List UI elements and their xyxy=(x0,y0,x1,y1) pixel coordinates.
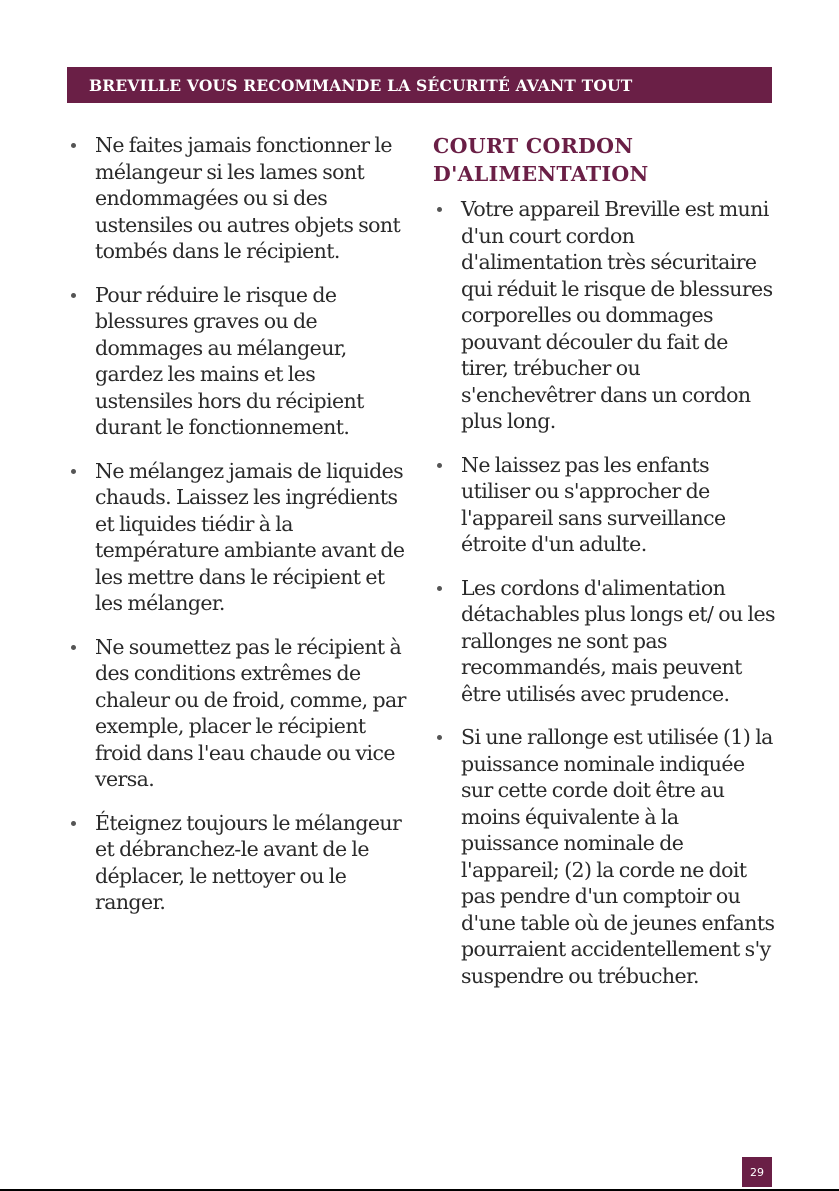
list-item xyxy=(67,458,412,617)
bullet-icon xyxy=(71,293,76,298)
right-bullet-list xyxy=(433,196,778,989)
bullet-icon xyxy=(437,463,442,468)
list-item-text: Si une rallonge est utilisée (1) la puissance nominale indiquée sur cette corde doit être au moins équivalente à la puissance nominale de l'appareil; (2) la corde ne doit pas pendre d'un comptoir ou d'une table où de jeunes enfants pourraient accidentellement s'y suspendre ou trébucher. xyxy=(461,725,775,988)
left-bullet-list xyxy=(67,132,412,916)
bullet-icon xyxy=(71,645,76,650)
right-column xyxy=(433,132,778,1006)
list-item-text: Éteignez toujours le mélangeur et débranchez-le avant de le déplacer, le nettoyer ou le ranger. xyxy=(95,810,402,914)
section-header-bar xyxy=(67,67,772,103)
list-item-text: Ne soumettez pas le récipient à des conditions extrêmes de chaleur ou de froid, comme, par exemple, placer le récipient froid dans l'eau chaude ou vice versa. xyxy=(95,634,406,791)
list-item-text: Votre appareil Breville est muni d'un court cordon d'alimentation très sécuritaire qui réduit le risque de blessures corporelles ou dommages pouvant découler du fait de tirer, trébucher ou s'enchevêtrer dans un cordon plus long. xyxy=(461,197,773,433)
page-number-badge xyxy=(742,1157,772,1187)
list-item-text: Pour réduire le risque de blessures graves ou de dommages au mélangeur, gardez les mains et les ustensiles hors du récipient durant le fonctionnement. xyxy=(95,282,364,439)
list-item xyxy=(433,196,778,435)
list-item-text: Ne mélangez jamais de liquides chauds. Laissez les ingrédients et liquides tiédir à la température ambiante avant de les mettre dans le récipient et les mélanger. xyxy=(95,458,405,615)
list-item xyxy=(433,452,778,558)
bullet-icon xyxy=(437,735,442,740)
bullet-icon xyxy=(437,207,442,212)
page-number: 29 xyxy=(750,1165,764,1179)
bullet-icon xyxy=(437,586,442,591)
list-item xyxy=(433,724,778,989)
section-heading xyxy=(433,132,778,188)
list-item xyxy=(67,810,412,916)
left-column xyxy=(67,132,412,933)
list-item xyxy=(67,634,412,793)
section-heading-line-1: COURT CORDON xyxy=(433,134,634,158)
bullet-icon xyxy=(71,469,76,474)
list-item-text: Ne faites jamais fonctionner le mélangeur si les lames sont endommagées ou si des ustensiles ou autres objets sont tombés dans le récipient. xyxy=(95,133,401,263)
bullet-icon xyxy=(71,821,76,826)
list-item-text: Ne laissez pas les enfants utiliser ou s'approcher de l'appareil sans surveillance étroite d'un adulte. xyxy=(461,452,726,556)
section-header-title: BREVILLE VOUS RECOMMANDE LA SÉCURITÉ AVANT TOUT xyxy=(89,75,633,95)
bullet-icon xyxy=(71,143,76,148)
list-item xyxy=(67,132,412,265)
section-heading-line-2: D'ALIMENTATION xyxy=(433,162,649,186)
list-item xyxy=(67,282,412,441)
list-item-text: Les cordons d'alimentation détachables plus longs et/ ou les rallonges ne sont pas recommandés, mais peuvent être utilisés avec prudence. xyxy=(461,575,775,706)
list-item xyxy=(433,575,778,708)
